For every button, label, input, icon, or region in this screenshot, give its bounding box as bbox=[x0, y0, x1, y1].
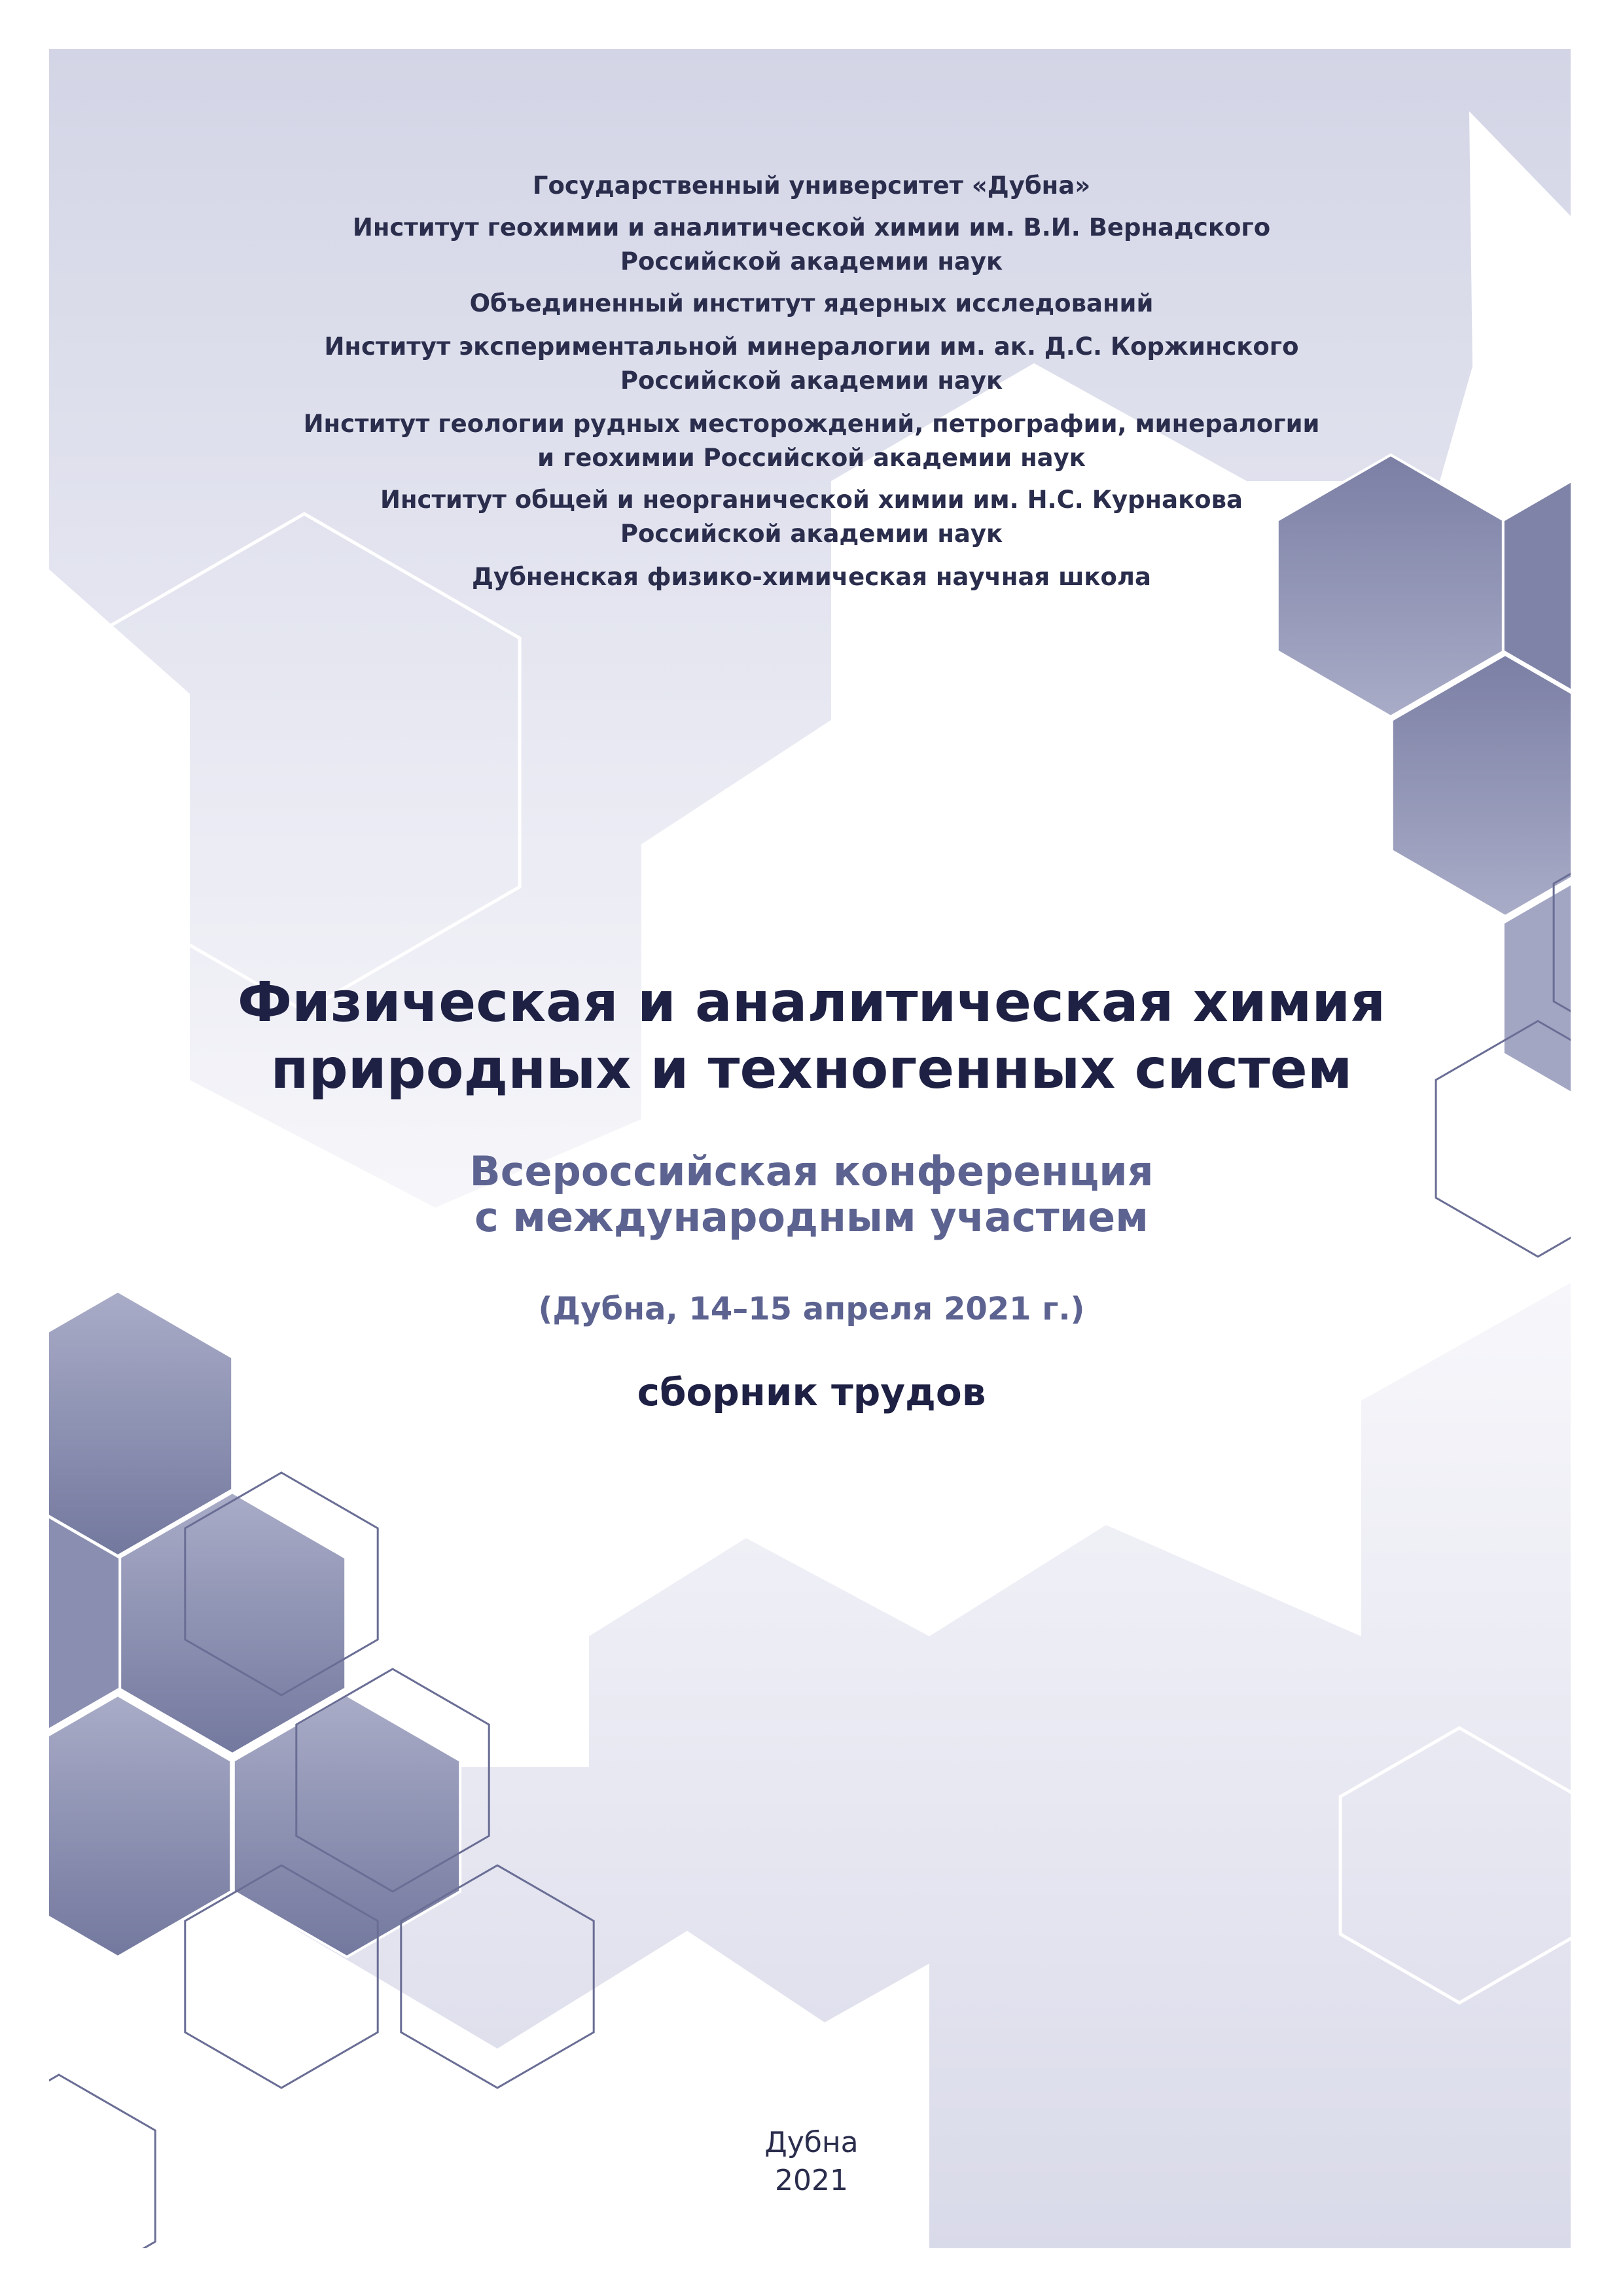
institution-4-line-2: Российской академии наук bbox=[620, 367, 1003, 395]
institution-1-line-1: Государственный университет «Дубна» bbox=[532, 171, 1091, 200]
institution-5-line-2: и геохимии Российской академии наук bbox=[537, 444, 1086, 472]
institution-2-line-2: Российской академии наук bbox=[620, 247, 1003, 276]
imprint bbox=[0, 2124, 1623, 2200]
title-line-1: Физическая и аналитическая химия bbox=[237, 970, 1386, 1034]
title-line-2: природных и техногенных систем bbox=[270, 1037, 1353, 1101]
conference-dates: (Дубна, 14–15 апреля 2021 г.) bbox=[538, 1291, 1085, 1327]
institution-7-line-1: Дубненская физико-химическая научная школа bbox=[472, 563, 1151, 591]
institution-1 bbox=[0, 169, 1623, 203]
institution-6-line-2: Российской академии наук bbox=[620, 520, 1003, 548]
institution-7 bbox=[0, 560, 1623, 594]
imprint-city: Дубна bbox=[764, 2126, 859, 2159]
institution-3-line-1: Объединенный институт ядерных исследований bbox=[469, 289, 1154, 317]
institution-5 bbox=[0, 407, 1623, 475]
imprint-year: 2021 bbox=[775, 2164, 848, 2197]
institution-2 bbox=[0, 211, 1623, 279]
institution-6-line-1: Институт общей и неорганической химии им. Н.С. Курнакова bbox=[380, 486, 1243, 514]
institution-4-line-1: Институт экспериментальной минералогии им. ак. Д.С. Коржинского bbox=[324, 332, 1299, 361]
subtitle-line-2: с международным участием bbox=[474, 1193, 1149, 1241]
subtitle-line-1: Всероссийская конференция bbox=[469, 1147, 1154, 1195]
conference-subtitle bbox=[0, 1149, 1623, 1240]
institution-4 bbox=[0, 330, 1623, 398]
publication-type: сборник трудов bbox=[637, 1370, 986, 1414]
institution-3 bbox=[0, 287, 1623, 321]
institution-6 bbox=[0, 483, 1623, 551]
institution-2-line-1: Институт геохимии и аналитической химии им. В.И. Вернадского bbox=[352, 213, 1271, 242]
institution-5-line-1: Институт геологии рудных месторождений, петрографии, минералогии bbox=[303, 410, 1320, 438]
conference-title bbox=[0, 969, 1623, 1102]
